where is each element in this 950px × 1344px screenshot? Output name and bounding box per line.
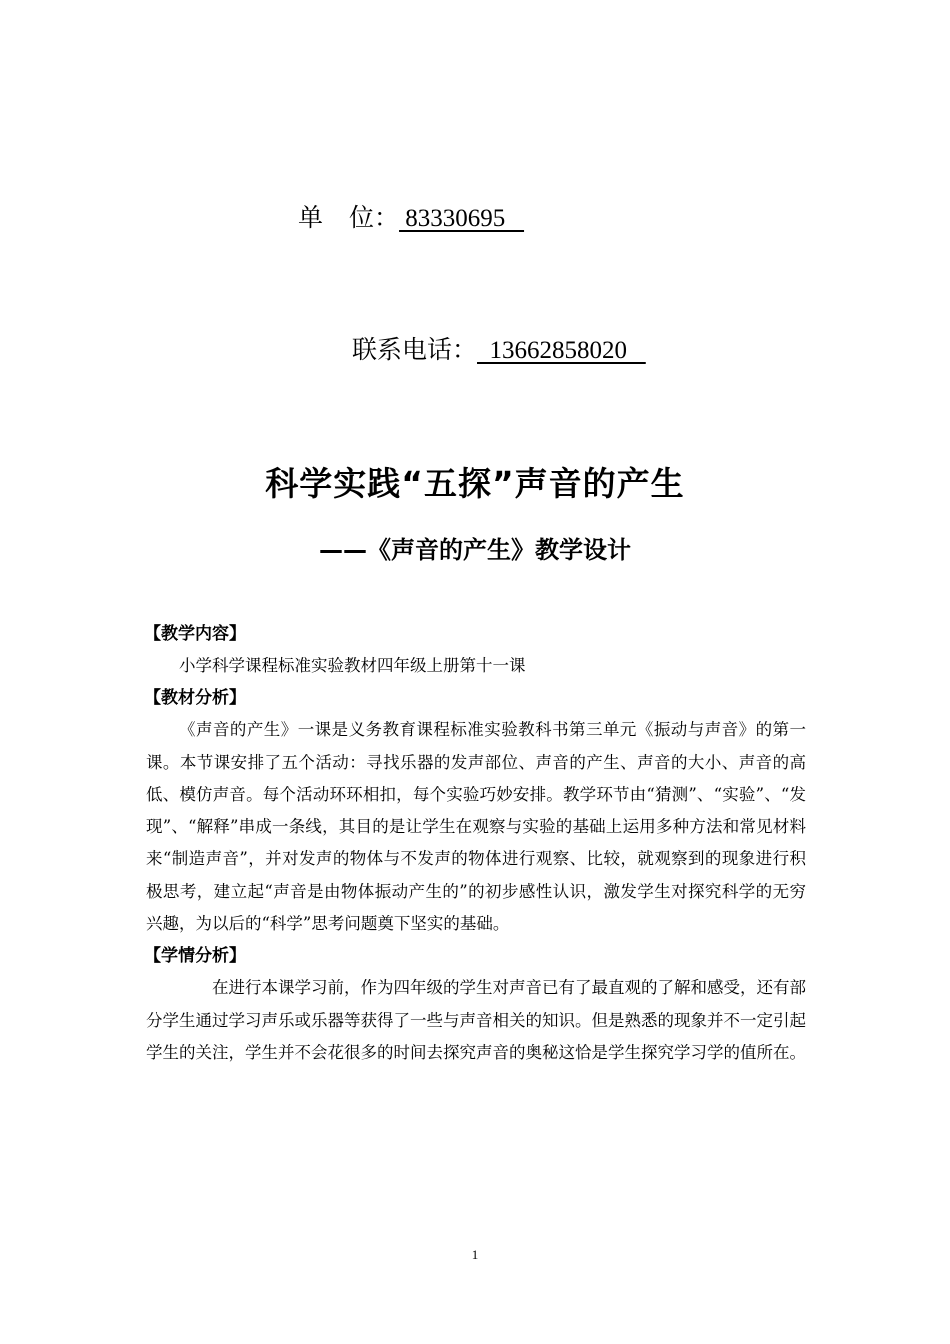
unit-colon: ：: [374, 203, 400, 232]
section-heading-teaching-content: 【教学内容】: [144, 624, 246, 644]
document-subtitle: ——《声音的产生》教学设计: [319, 536, 631, 564]
section-text-teaching-content: 小学科学课程标准实验教材四年级上册第十一课: [179, 656, 526, 675]
document-body: [146, 618, 806, 1069]
section-text-material-analysis: 《声音的产生》一课是义务教育课程标准实验教科书第三单元《振动与声音》的第一课。本节课安排了五个活动：寻找乐器的发声部位、声音的产生、声音的大小、声音的高低、模仿声音。每个活动环环相扣，每个实验巧妙安排。教学环节由“猜测”、“实验”、“发现”、“解释”串成一条线，其目的是让学生在观察与实验的基础上运用多种方法和常见材料来“制造声音”，并对发声的物体与不发声的物体进行观察、比较，就观察到的现象进行积极思考，建立起“声音是由物体振动产生的”的初步感性认识，激发学生对探究科学的无穷兴趣，为以后的“科学”思考问题奠下坚实的基础。: [146, 720, 806, 934]
phone-value: 13662858020: [477, 337, 646, 364]
unit-label-second-char: 位: [349, 203, 375, 232]
phone-field: [352, 330, 646, 366]
phone-label: 联系电话：: [352, 335, 478, 364]
unit-field: [298, 198, 524, 234]
unit-label-first-char: 单: [298, 203, 350, 232]
page-number: 1: [471, 1247, 479, 1262]
unit-value: 83330695: [399, 205, 525, 232]
section-heading-student-analysis: 【学情分析】: [144, 946, 246, 967]
section-heading-material-analysis: 【教材分析】: [144, 688, 246, 709]
section-text-student-analysis: 在进行本课学习前，作为四年级的学生对声音已有了最直观的了解和感受，还有部分学生通过学习声乐或乐器等获得了一些与声音相关的知识。但是熟悉的现象并不一定引起学生的关注，学生并不会花很多的时间去探究声音的奥秘这恰是学生探究学习学的值所在。: [146, 978, 806, 1062]
document-title: 科学实践“五探”声音的产生: [265, 464, 685, 503]
